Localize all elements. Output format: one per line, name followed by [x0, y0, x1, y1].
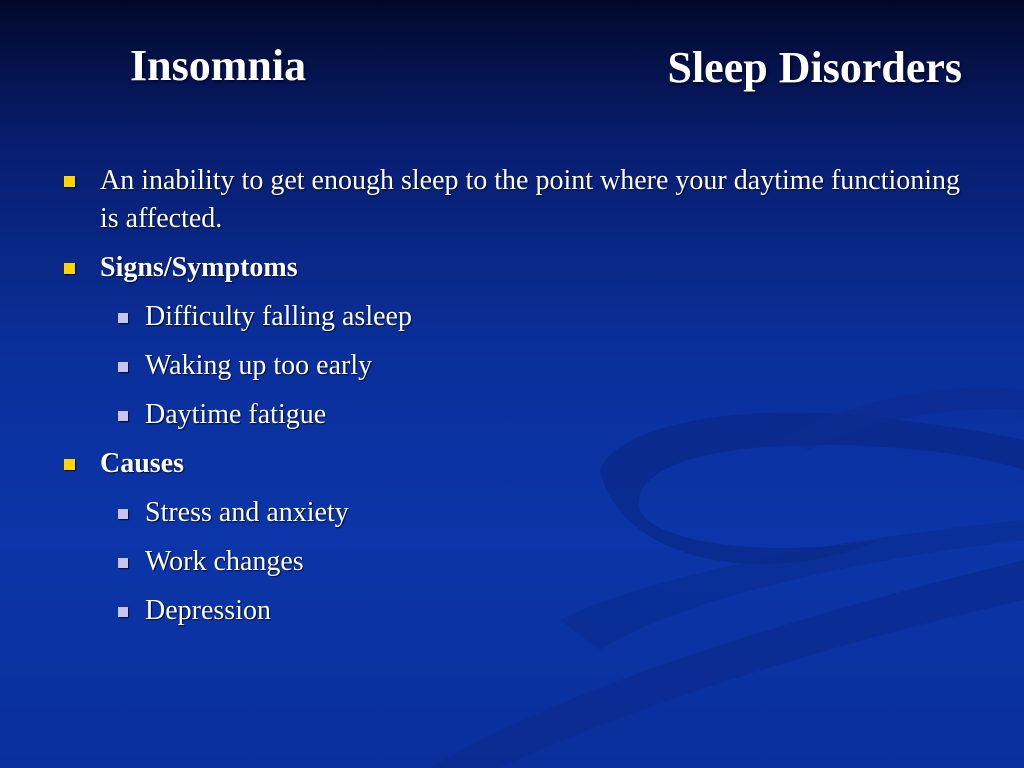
square-bullet-icon: [118, 313, 128, 323]
square-bullet-icon: [118, 509, 128, 519]
bullet-text: Depression: [145, 595, 271, 626]
square-bullet-icon: [118, 558, 128, 568]
square-bullet-icon: [64, 459, 75, 470]
bullet-list: [60, 162, 970, 641]
list-item: [60, 396, 970, 434]
bullet-text: Work changes: [145, 546, 304, 577]
bullet-text: Signs/Symptoms: [100, 252, 298, 283]
list-item: [60, 347, 970, 385]
square-bullet-icon: [118, 607, 128, 617]
square-bullet-icon: [64, 176, 75, 187]
slide-subtitle: Sleep Disorders: [667, 43, 962, 92]
list-item: [60, 249, 970, 287]
bullet-text: Daytime fatigue: [145, 399, 327, 430]
square-bullet-icon: [64, 263, 75, 274]
list-item: [60, 298, 970, 336]
list-item: [60, 592, 970, 630]
slide-title: Insomnia: [130, 41, 307, 90]
list-item: [60, 445, 970, 483]
square-bullet-icon: [118, 411, 128, 421]
list-item: [60, 494, 970, 532]
square-bullet-icon: [118, 362, 128, 372]
bullet-text: Difficulty falling asleep: [145, 301, 412, 332]
bullet-text: Stress and anxiety: [145, 497, 349, 528]
list-item: [60, 543, 970, 581]
list-item: [60, 162, 970, 238]
bullet-text: An inability to get enough sleep to the point where your daytime functioning is affected.: [100, 165, 961, 234]
bullet-text: Causes: [100, 448, 185, 479]
bullet-text: Waking up too early: [145, 350, 373, 381]
